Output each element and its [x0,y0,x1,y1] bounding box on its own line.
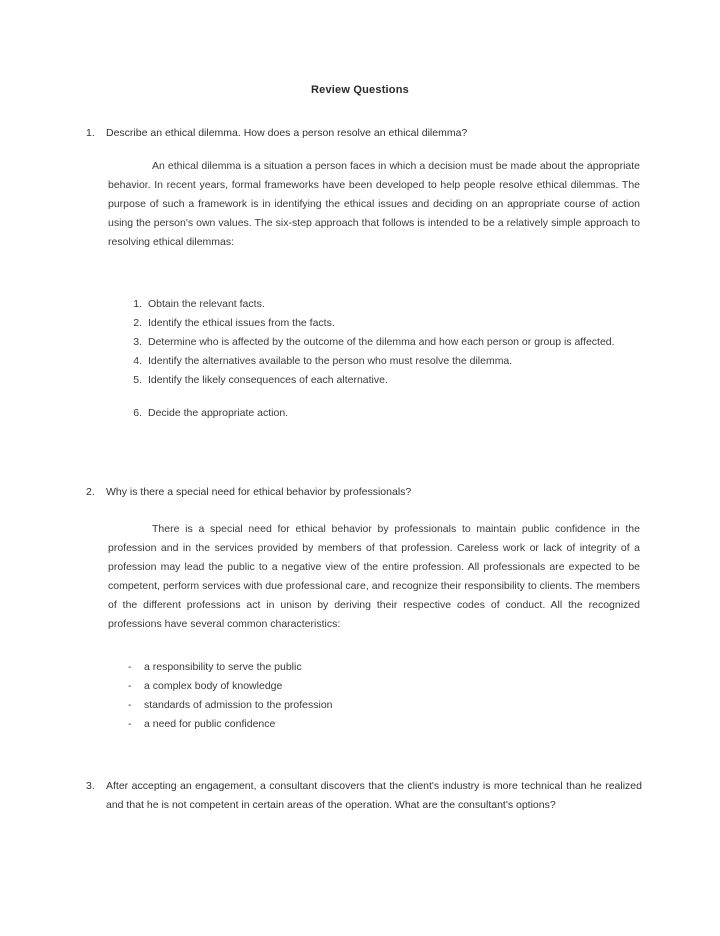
answer-2-paragraph: There is a special need for ethical behavior by professionals to maintain public confidence in the profession and in the services provided by members of that profession. Careless work or lack of integrity of a profession may lead the public to a negative view of the entire profession. All professionals are expected to be competent, perform services with due professional care, and recognize their responsibility to clients. The members of the different professions act in unison by deriving their respective codes of conduct. All the recognized professions have several common characteristics: [108,523,640,630]
bullet-dash: - [128,699,132,711]
bullet-dash: - [128,661,132,673]
bullet-dash: - [128,680,132,692]
step-marker: 4. [133,355,142,367]
question-2 [86,483,642,502]
question-2-text: Why is there a special need for ethical behavior by professionals? [106,486,412,498]
list-item [116,333,640,352]
bullet-text: standards of admission to the profession [144,699,333,711]
step-text: Decide the appropriate action. [148,407,289,419]
step-marker: 1. [133,298,142,310]
list-item [120,658,620,677]
question-3 [86,777,642,815]
list-item [120,696,620,715]
question-3-number: 3. [86,780,95,792]
step-marker: 5. [133,374,142,386]
bullet-dash: - [128,718,132,730]
bullet-text: a complex body of knowledge [144,680,283,692]
step-text: Obtain the relevant facts. [148,298,265,310]
list-item [120,677,620,696]
list-item [116,371,640,390]
list-item [120,715,620,734]
question-1-text: Describe an ethical dilemma. How does a person resolve an ethical dilemma? [106,127,468,139]
bullet-text: a responsibility to serve the public [144,661,302,673]
step-text: Identify the likely consequences of each alternative. [148,374,388,386]
answer-1-paragraph: An ethical dilemma is a situation a person faces in which a decision must be made about the appropriate behavior. In recent years, formal frameworks have been developed to help people resolve ethical dilemmas. The purpose of such a framework is in identifying the ethical issues and deciding on an appropriate course of action using the person's own values. The six-step approach that follows is intended to be a relatively simple approach to resolving ethical dilemmas: [108,160,640,248]
question-1-number: 1. [86,127,95,139]
step-text: Identify the ethical issues from the facts. [148,317,335,329]
step-text: Determine who is affected by the outcome of the dilemma and how each person or group is affected. [148,336,615,348]
step-marker: 3. [133,336,142,348]
answer-1-steps [116,295,640,423]
question-1 [86,124,642,143]
list-item [116,295,640,314]
list-item [116,352,640,371]
list-item [116,314,640,333]
list-item [116,404,640,423]
question-3-text: After accepting an engagement, a consultant discovers that the client's industry is more technical than he realized and that he is not competent in certain areas of the operation. What are the consultant's options? [106,780,642,811]
step-marker: 2. [133,317,142,329]
step-text: Identify the alternatives available to the person who must resolve the dilemma. [148,355,513,367]
step-marker: 6. [133,407,142,419]
document-title: Review Questions [311,84,409,96]
answer-2-bullets [120,658,620,734]
question-2-number: 2. [86,486,95,498]
bullet-text: a need for public confidence [144,718,276,730]
